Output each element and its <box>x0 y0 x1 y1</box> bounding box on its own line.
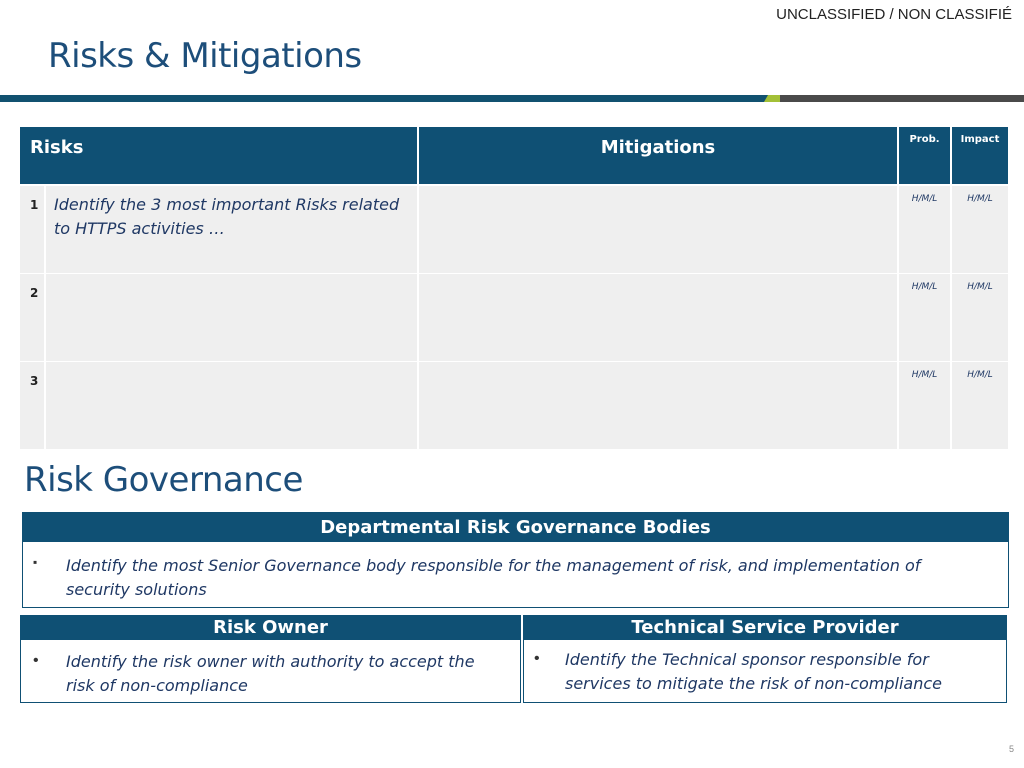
row-number-cell <box>20 186 44 273</box>
mitigation-cell[interactable] <box>419 362 897 449</box>
prob-cell[interactable] <box>899 186 950 273</box>
governance-bodies-text[interactable]: Identify the most Senior Governance body responsible for the management of risk, and implementation of security solutions <box>66 556 921 599</box>
impact-value: H/M/L <box>967 282 993 292</box>
header-prob <box>899 127 950 184</box>
risk-cell[interactable] <box>46 186 417 273</box>
table-row <box>20 186 1008 273</box>
risk-owner-box <box>20 615 521 703</box>
risks-table <box>20 127 1008 449</box>
bullet-icon: • <box>33 652 39 669</box>
title-rule <box>0 95 1024 102</box>
header-risks-label: Risks <box>30 137 84 158</box>
impact-value: H/M/L <box>967 194 993 204</box>
header-mitigations <box>419 127 897 184</box>
title-rule-gray <box>780 95 1024 102</box>
technical-service-provider-text[interactable]: Identify the Technical sponsor responsible for services to mitigate the risk of non-compliance <box>565 650 943 693</box>
header-impact-label: Impact <box>960 134 1000 145</box>
impact-cell[interactable] <box>952 186 1008 273</box>
bullet-icon: • <box>534 650 540 667</box>
table-row <box>20 362 1008 449</box>
prob-value: H/M/L <box>911 370 938 380</box>
prob-cell[interactable] <box>899 362 950 449</box>
mitigation-cell[interactable] <box>419 186 897 273</box>
header-risks <box>20 127 417 184</box>
risk-cell[interactable] <box>46 362 417 449</box>
row-number: 1 <box>30 198 39 212</box>
header-prob-label: Prob. <box>909 134 940 145</box>
governance-bodies-header: Departmental Risk Governance Bodies <box>23 513 1008 542</box>
prob-cell[interactable] <box>899 274 950 361</box>
row-number-cell <box>20 362 44 449</box>
risk-owner-text[interactable]: Identify the risk owner with authority to accept the risk of non-compliance <box>66 652 475 695</box>
impact-value: H/M/L <box>967 370 993 380</box>
risk-text: Identify the 3 most important Risks related to HTTPS activities … <box>54 195 400 238</box>
row-number-cell <box>20 274 44 361</box>
governance-bodies-box <box>22 512 1009 608</box>
risk-governance-title: Risk Governance <box>24 460 303 500</box>
prob-value: H/M/L <box>911 194 938 204</box>
risk-owner-header: Risk Owner <box>21 616 520 640</box>
risk-cell[interactable] <box>46 274 417 361</box>
technical-service-provider-box <box>523 615 1007 703</box>
impact-cell[interactable] <box>952 362 1008 449</box>
table-row <box>20 274 1008 361</box>
title-rule-blue <box>0 95 770 102</box>
header-mitigations-label: Mitigations <box>600 137 716 158</box>
row-number: 2 <box>30 286 39 300</box>
prob-value: H/M/L <box>911 282 938 292</box>
classification-label: UNCLASSIFIED / NON CLASSIFIÉ <box>776 6 1012 23</box>
row-number: 3 <box>30 374 39 388</box>
impact-cell[interactable] <box>952 274 1008 361</box>
square-bullet-icon: ▪ <box>33 555 38 569</box>
header-impact <box>952 127 1008 184</box>
page-number: 5 <box>1008 744 1014 754</box>
page-title: Risks & Mitigations <box>48 36 362 76</box>
technical-service-provider-header: Technical Service Provider <box>524 616 1006 640</box>
mitigation-cell[interactable] <box>419 274 897 361</box>
